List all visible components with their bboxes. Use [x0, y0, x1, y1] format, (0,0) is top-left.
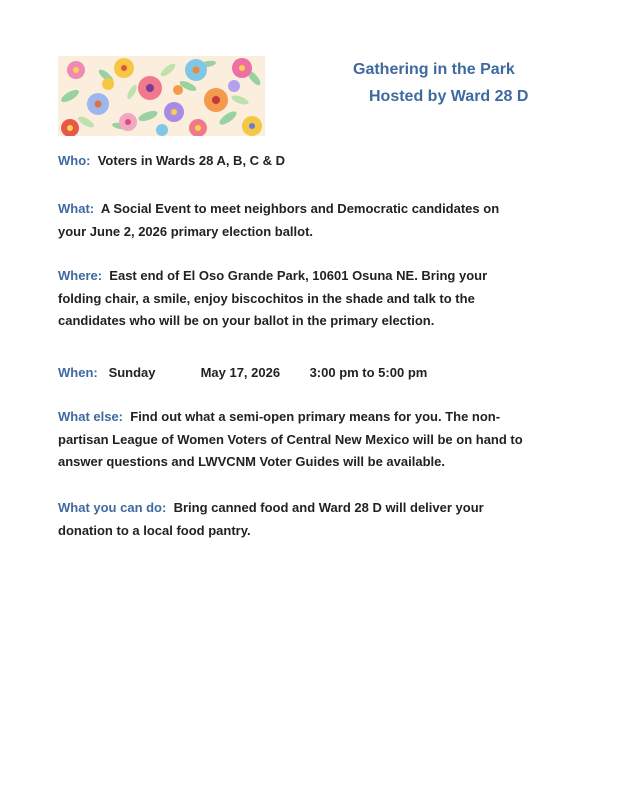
where-text: East end of El Oso Grande Park, 10601 Osuna NE. Bring your folding chair, a smile, enjoy biscochitos in the shade and talk to the candidates who will be on your ballot in the primary election. [58, 268, 488, 328]
who-label: Who: [58, 153, 91, 168]
page-subtitle: Hosted by Ward 28 D [369, 88, 529, 105]
what-section [58, 198, 528, 243]
what-label: What: [58, 201, 95, 216]
when-label: When: [58, 365, 98, 380]
page-title: Gathering in the Park [353, 61, 515, 78]
what-else-section [58, 406, 528, 474]
floral-banner-image [58, 56, 265, 136]
where-label: Where: [58, 268, 103, 283]
what-you-can-do-text: Bring canned food and Ward 28 D will deliver your donation to a local food pantry. [58, 500, 484, 538]
what-you-can-do-section [58, 497, 528, 542]
what-else-label: What else: [58, 409, 124, 424]
who-section [58, 150, 528, 173]
when-section [58, 362, 528, 385]
when-time: 3:00 pm to 5:00 pm [309, 365, 428, 380]
who-text: Voters in Wards 28 A, B, C & D [97, 153, 286, 168]
where-section [58, 265, 528, 333]
what-else-text: Find out what a semi-open primary means for you. The non-partisan League of Women Voters of Central New Mexico will be on hand to answer questions and LWVCNM Voter Guides will be available. [58, 409, 523, 469]
what-you-can-do-label: What you can do: [58, 500, 167, 515]
what-text: A Social Event to meet neighbors and Democratic candidates on your June 2, 2026 primary election ballot. [58, 201, 500, 239]
when-day: Sunday [108, 365, 156, 380]
when-date: May 17, 2026 [200, 365, 281, 380]
